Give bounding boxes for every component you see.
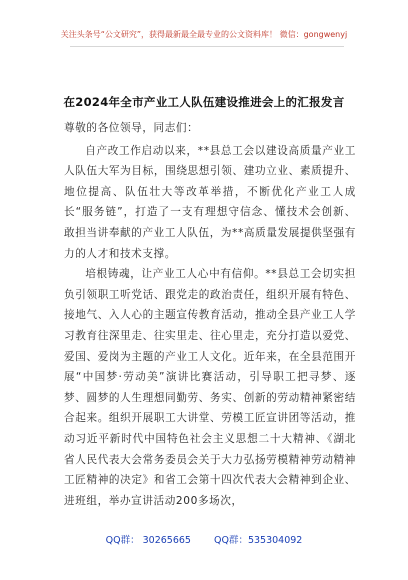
document-title: 在2024年全市产业工人队伍建设推进会上的汇报发言 xyxy=(63,95,345,109)
paragraph-2: 培根铸魂，让产业工人心中有信仰。**县总工会切实担负引领职工听党话、跟党走的政治责任，组织开展有特色、接地气、入人心的主题宣传教育活动，推动全县产业工人学习教育往深里走、往实里走、往心里走，充分打造以爱党、爱国、爱岗为主题的产业工人文化。近年来，在全县范围开展“中国梦·劳动美”演讲比赛活动，引导职工把寻梦、逐梦、圆梦的人生理想同勤劳、务实、创新的劳动精神紧密结合起来。组织开展职工大讲堂、劳模工匠宣讲团等活动，推动习近平新时代中国特色社会主义思想二十大精神、《湖北省人民代表大会常务委员会关于大力弘扬劳模精神劳动精神工匠精神的决定》和省工会第十四次代表大会精神到企业、进班组，举办宣讲活动200多场次， xyxy=(64,268,356,507)
document-body xyxy=(64,118,356,511)
header-divider xyxy=(70,46,344,47)
qq-group-2: QQ群：535304092 xyxy=(214,535,303,546)
header-banner: 关注头条号“公文研究”，获得最新最全最专业的公文资料库！ 微信：gongwenyj xyxy=(60,30,348,39)
salutation: 尊敬的各位领导，同志们： xyxy=(64,122,199,134)
qq-group-1: QQ群： 30265665 xyxy=(105,535,191,546)
footer-contact xyxy=(0,532,408,546)
paragraph-1: 自产改工作启动以来，**县总工会以建设高质量产业工人队伍大军为目标，围绕思想引领、建功立业、素质提升、地位提高、队伍壮大等改革举措，不断优化产业工人成长“服务链”，打造了一支有理想守信念、懂技术会创新、敢担当讲奉献的产业工人队伍，为**高质量发展提供坚强有力的人才和技术支撑。 xyxy=(64,144,356,260)
